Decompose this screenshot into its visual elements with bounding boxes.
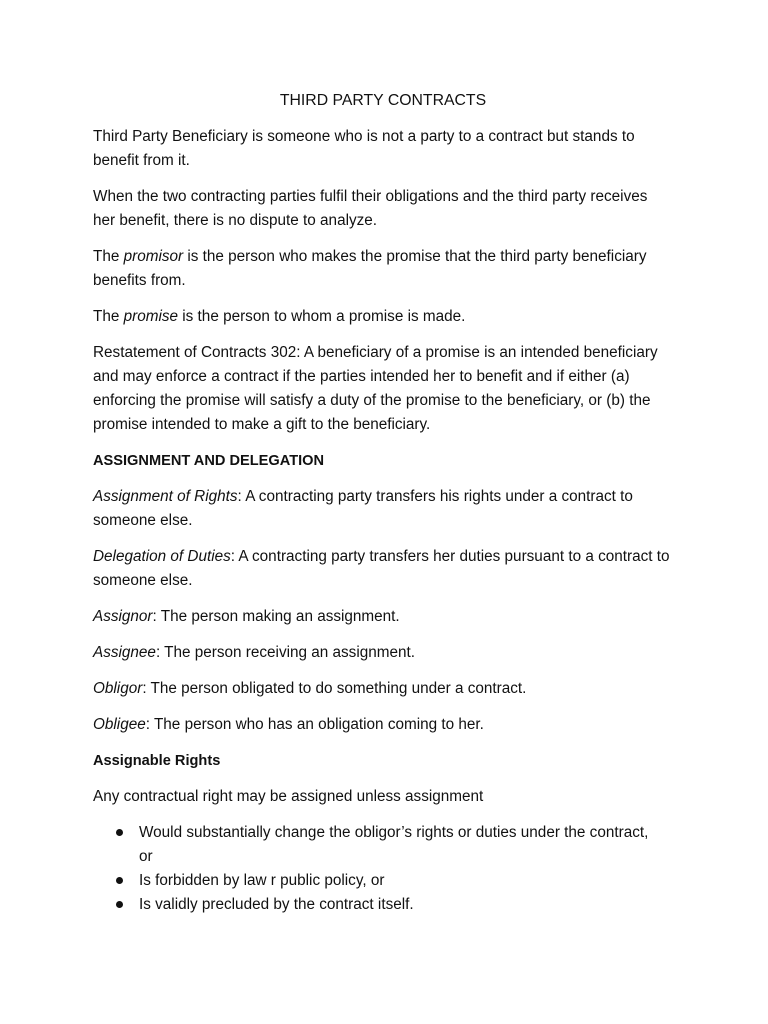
definition-term: Assignor [93, 608, 153, 625]
definition-text: : The person receiving an assignment. [155, 644, 415, 661]
promisor-prefix: The [93, 248, 124, 265]
definition-text: : A contracting party transfers her duties pursuant to a contract to someone else. [93, 548, 670, 589]
heading-assignment-and-delegation: ASSIGNMENT AND DELEGATION [93, 453, 325, 469]
paragraph-promise [93, 305, 673, 329]
promisor-text: is the person who makes the promise that the third party beneficiary benefits from. [93, 248, 647, 289]
definition-assignee [93, 641, 673, 665]
definition-term: Obligee [93, 716, 146, 733]
list-item [93, 893, 653, 917]
promise-prefix: The [93, 308, 124, 325]
definition-obligee [93, 713, 673, 737]
definition-delegation-of-duties [93, 545, 673, 593]
bullet-list [93, 821, 653, 917]
definition-term: Delegation of Duties [93, 548, 231, 565]
definition-text: : A contracting party transfers his rights under a contract to someone else. [93, 488, 633, 529]
paragraph-promisor [93, 245, 673, 293]
definition-text: : The person making an assignment. [152, 608, 400, 625]
paragraph-restatement-302: Restatement of Contracts 302: A beneficiary of a promise is an intended beneficiary and may enforce a contract if the parties intended her to benefit and if either (a) enforcing the promise will satisfy a duty of the promise to the beneficiary, or (b) the promise intended to make a gift to the beneficiary. [93, 344, 658, 433]
paragraph-no-dispute: When the two contracting parties fulfil their obligations and the third party receives her benefit, there is no dispute to analyze. [93, 188, 648, 229]
list-item-text: Is forbidden by law r public policy, or [139, 872, 385, 889]
list-item [93, 821, 653, 869]
definition-text: : The person obligated to do something under a contract. [142, 680, 527, 697]
definition-obligor [93, 677, 673, 701]
bullet-icon [116, 901, 123, 908]
paragraph-any-contractual-right: Any contractual right may be assigned unless assignment [93, 788, 484, 805]
definition-term: Obligor [93, 680, 143, 697]
bullet-icon [116, 829, 123, 836]
list-item-text: Is validly preclude​d by the contract itself. [139, 896, 414, 913]
definition-assignor [93, 605, 673, 629]
definition-term: Assignee [93, 644, 156, 661]
definition-assignment-of-rights [93, 485, 673, 533]
heading-assignable-rights: Assignable Rights [93, 753, 221, 769]
document-title: THIRD PARTY CONTRACTS [279, 92, 487, 109]
paragraph-third-party-beneficiary: Third Party Beneficiary is someone who is not a party to a contract but stands to benefit from it. [93, 128, 635, 169]
promisor-term: promisor [123, 248, 184, 265]
definition-term: Assignment of Rights [93, 488, 238, 505]
bullet-icon [116, 877, 123, 884]
list-item-text: Would substantially change the obligor’s rights or duties under the contract, or [139, 824, 649, 865]
definition-text: : The person who has an obligation coming to her. [145, 716, 484, 733]
list-item [93, 869, 653, 893]
promise-term: promise [123, 308, 179, 325]
promise-text: is the person to whom a promise is made. [178, 308, 466, 325]
